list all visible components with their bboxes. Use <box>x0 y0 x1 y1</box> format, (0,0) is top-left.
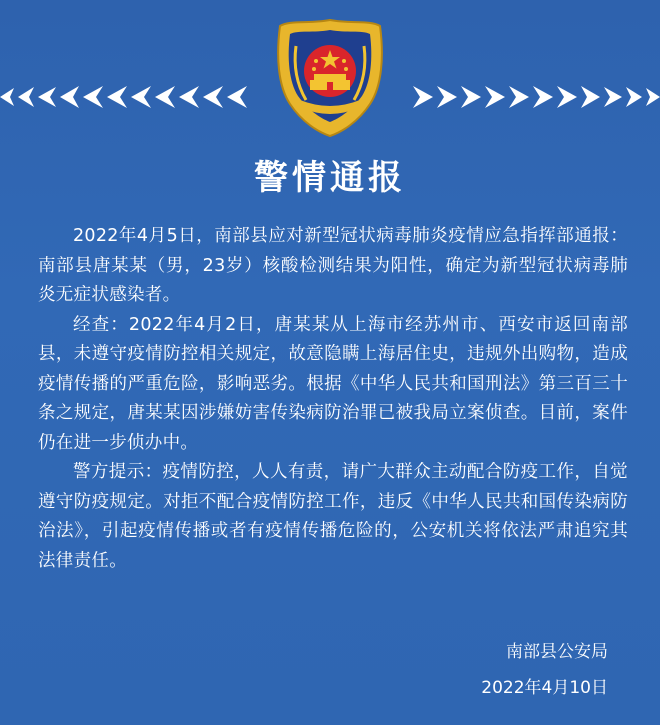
signature-block <box>481 634 608 706</box>
paragraph: 2022年4月5日，南部县应对新型冠状病毒肺炎疫情应急指挥部通报：南部县唐某某（男，23岁）核酸检测结果为阳性，确定为新型冠状病毒肺炎无症状感染者。 <box>38 226 628 305</box>
header-banner <box>0 0 660 170</box>
left-wing-decoration-icon <box>0 84 250 110</box>
issuer: 南部县公安局 <box>506 642 608 662</box>
right-wing-decoration-icon <box>410 84 660 110</box>
issue-date: 2022年4月10日 <box>481 678 608 698</box>
police-emblem-icon <box>270 16 390 140</box>
paragraph: 警方提示：疫情防控，人人有责，请广大群众主动配合防疫工作，自觉遵守防疫规定。对拒不配合疫情防控工作，违反《中华人民共和国传染病防治法》，引起疫情传播或者有疫情传播危险的，公安机关将依法严肃追究其法律责任。 <box>38 462 628 571</box>
paragraph: 经查：2022年4月2日，唐某某从上海市经苏州市、西安市返回南部县，未遵守疫情防控相关规定，故意隐瞒上海居住史，违规外出购物，造成疫情传播的严重危险，影响恶劣。根据《中华人民共和国刑法》第三百三十条之规定，唐某某因涉嫌妨害传染病防治罪已被我局立案侦查。目前，案件仍在进一步侦办中。 <box>38 314 628 453</box>
notice-body <box>38 222 628 576</box>
notice-title: 警情通报 <box>254 158 406 198</box>
